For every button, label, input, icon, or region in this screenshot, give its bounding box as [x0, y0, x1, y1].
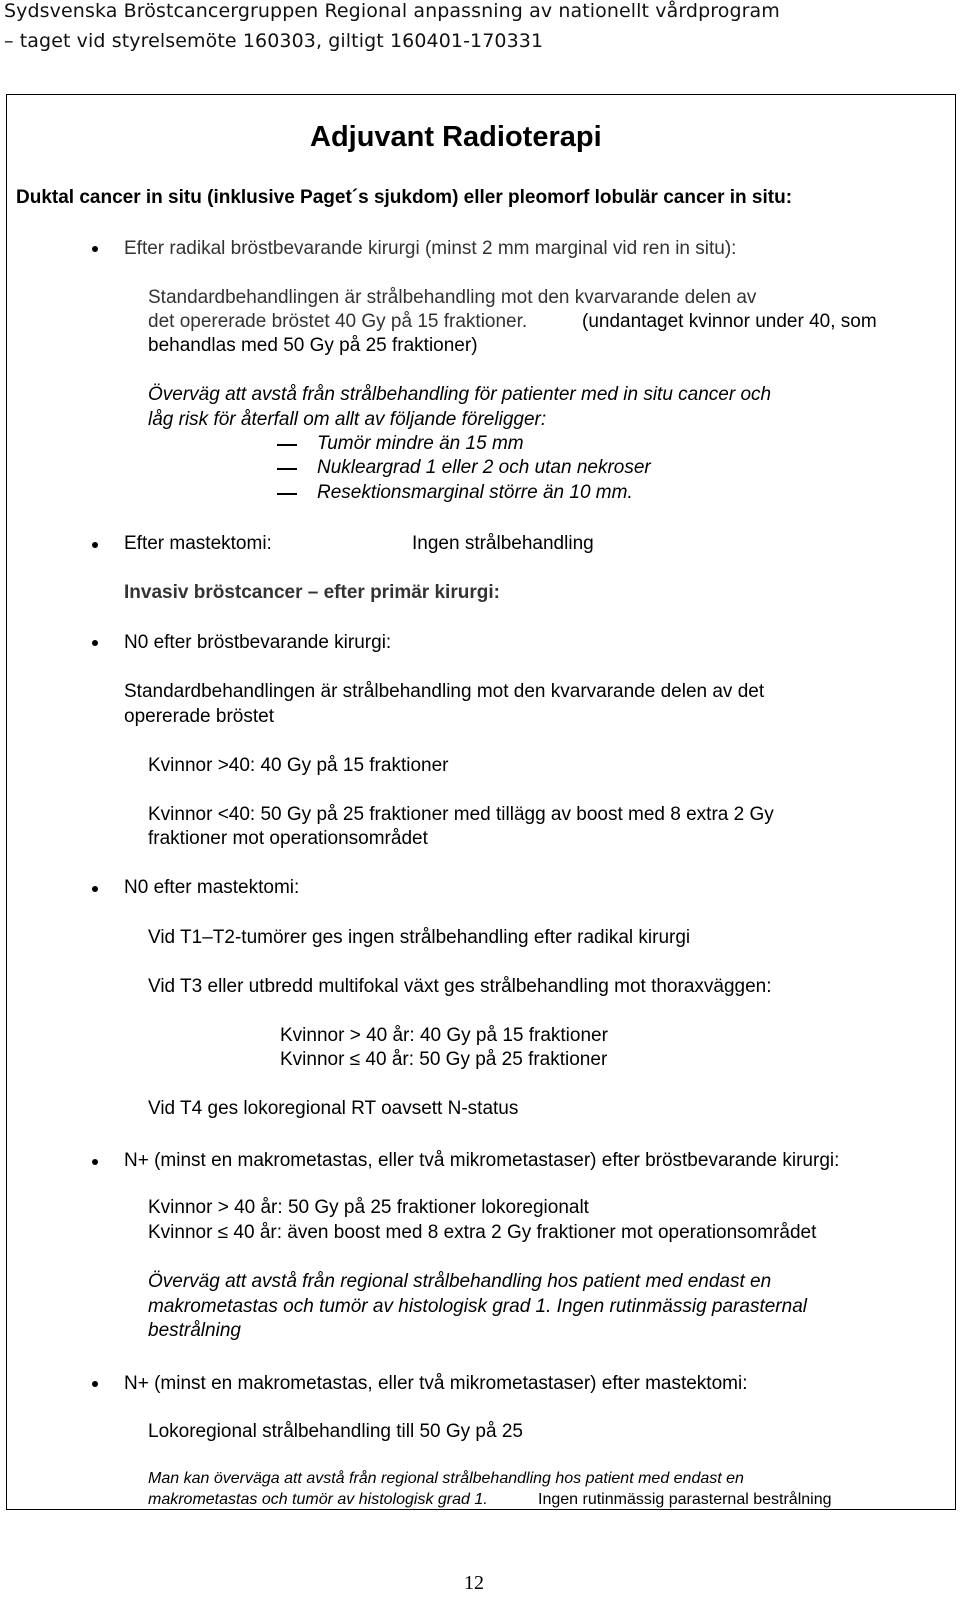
nplus-bcs-consider-2: makrometastas och tumör av histologisk grad 1. Ingen rutinmässig parasternal: [148, 1296, 807, 1317]
dcis-mast-value: Ingen strålbehandling: [412, 533, 594, 554]
nplus-bcs-consider-3: bestrålning: [148, 1320, 241, 1341]
bullet-icon: [92, 1159, 98, 1165]
dcis-consider-line-2: låg risk för återfall om allt av följande föreligger:: [148, 409, 547, 430]
n0-bcs-label: N0 efter bröstbevarande kirurgi:: [124, 632, 392, 653]
dcis-std-line-2b: (undantaget kvinnor under 40, som: [582, 311, 877, 332]
n0-mast-t4: Vid T4 ges lokoregional RT oavsett N-status: [148, 1098, 519, 1119]
header-line-1: Sydsvenska Bröstcancergruppen Regional anpassning av nationellt vårdprogram: [4, 0, 780, 22]
bullet-icon: [92, 246, 98, 252]
dash-icon: [277, 468, 297, 470]
dcis-std-line-1: Standardbehandlingen är strålbehandling mot den kvarvarande delen av: [148, 287, 757, 308]
n0-bcs-over40: Kvinnor >40: 40 Gy på 15 fraktioner: [148, 755, 449, 776]
nplus-mast-note-2b: Ingen rutinmässig parasternal bestrålning: [538, 1491, 832, 1508]
nplus-mast-label: N+ (minst en makrometastas, eller två mikrometastaser) efter mastektomi:: [124, 1373, 748, 1394]
dash-icon: [277, 444, 297, 446]
nplus-mast-note-1: Man kan överväga att avstå från regional strålbehandling hos patient med endast en: [148, 1470, 744, 1487]
nplus-mast-line-1: Lokoregional strålbehandling till 50 Gy på 25: [148, 1421, 523, 1442]
n0-mast-dose-1: Kvinnor > 40 år: 40 Gy på 15 fraktioner: [280, 1025, 608, 1046]
criterion-1: Tumör mindre än 15 mm: [317, 433, 524, 454]
header-line-2: – taget vid styrelsemöte 160303, giltigt 160401-170331: [4, 30, 544, 52]
n0-mast-t1t2: Vid T1–T2-tumörer ges ingen strålbehandling efter radikal kirurgi: [148, 927, 691, 948]
bullet-icon: [92, 542, 98, 548]
dcis-heading: Duktal cancer in situ (inklusive Paget´s sjukdom) eller pleomorf lobulär cancer in situ:: [16, 187, 793, 208]
n0-mast-t3: Vid T3 eller utbredd multifokal växt ges strålbehandling mot thoraxväggen:: [148, 976, 772, 997]
n0-bcs-std-line-1: Standardbehandlingen är strålbehandling mot den kvarvarande delen av det: [124, 681, 765, 702]
n0-bcs-under40-line-1: Kvinnor <40: 50 Gy på 25 fraktioner med tillägg av boost med 8 extra 2 Gy: [148, 804, 774, 825]
bullet-icon: [92, 886, 98, 892]
page-number: 12: [464, 1572, 484, 1594]
n0-mast-dose-2: Kvinnor ≤ 40 år: 50 Gy på 25 fraktioner: [280, 1049, 608, 1070]
page-title: Adjuvant Radioterapi: [310, 121, 602, 153]
criterion-2: Nukleargrad 1 eller 2 och utan nekroser: [317, 457, 651, 478]
criterion-3: Resektionsmarginal större än 10 mm.: [317, 482, 633, 503]
n0-bcs-under40-line-2: fraktioner mot operationsområdet: [148, 828, 428, 849]
dcis-bcs-label: Efter radikal bröstbevarande kirurgi (minst 2 mm marginal vid ren in situ):: [124, 238, 737, 259]
dcis-consider-line-1: Överväg att avstå från strålbehandling för patienter med in situ cancer och: [148, 384, 772, 405]
nplus-bcs-line-1: Kvinnor > 40 år: 50 Gy på 25 fraktioner lokoregionalt: [148, 1197, 589, 1218]
invasive-heading: Invasiv bröstcancer – efter primär kirurgi:: [124, 582, 500, 603]
dcis-std-line-3: behandlas med 50 Gy på 25 fraktioner): [148, 335, 478, 356]
bullet-icon: [92, 1381, 98, 1387]
dash-icon: [277, 493, 297, 495]
nplus-bcs-line-2: Kvinnor ≤ 40 år: även boost med 8 extra 2 Gy fraktioner mot operationsområdet: [148, 1222, 817, 1243]
n0-bcs-std-line-2: opererade bröstet: [124, 706, 274, 727]
nplus-bcs-consider-1: Överväg att avstå från regional strålbehandling hos patient med endast en: [148, 1271, 772, 1292]
dcis-std-line-2a: det opererade bröstet 40 Gy på 15 fraktioner.: [148, 311, 528, 332]
bullet-icon: [92, 640, 98, 646]
nplus-bcs-label: N+ (minst en makrometastas, eller två mikrometastaser) efter bröstbevarande kirurgi:: [124, 1150, 840, 1171]
nplus-mast-note-2a: makrometastas och tumör av histologisk grad 1.: [148, 1491, 488, 1508]
dcis-mast-label: Efter mastektomi:: [124, 533, 272, 554]
n0-mast-label: N0 efter mastektomi:: [124, 877, 300, 898]
